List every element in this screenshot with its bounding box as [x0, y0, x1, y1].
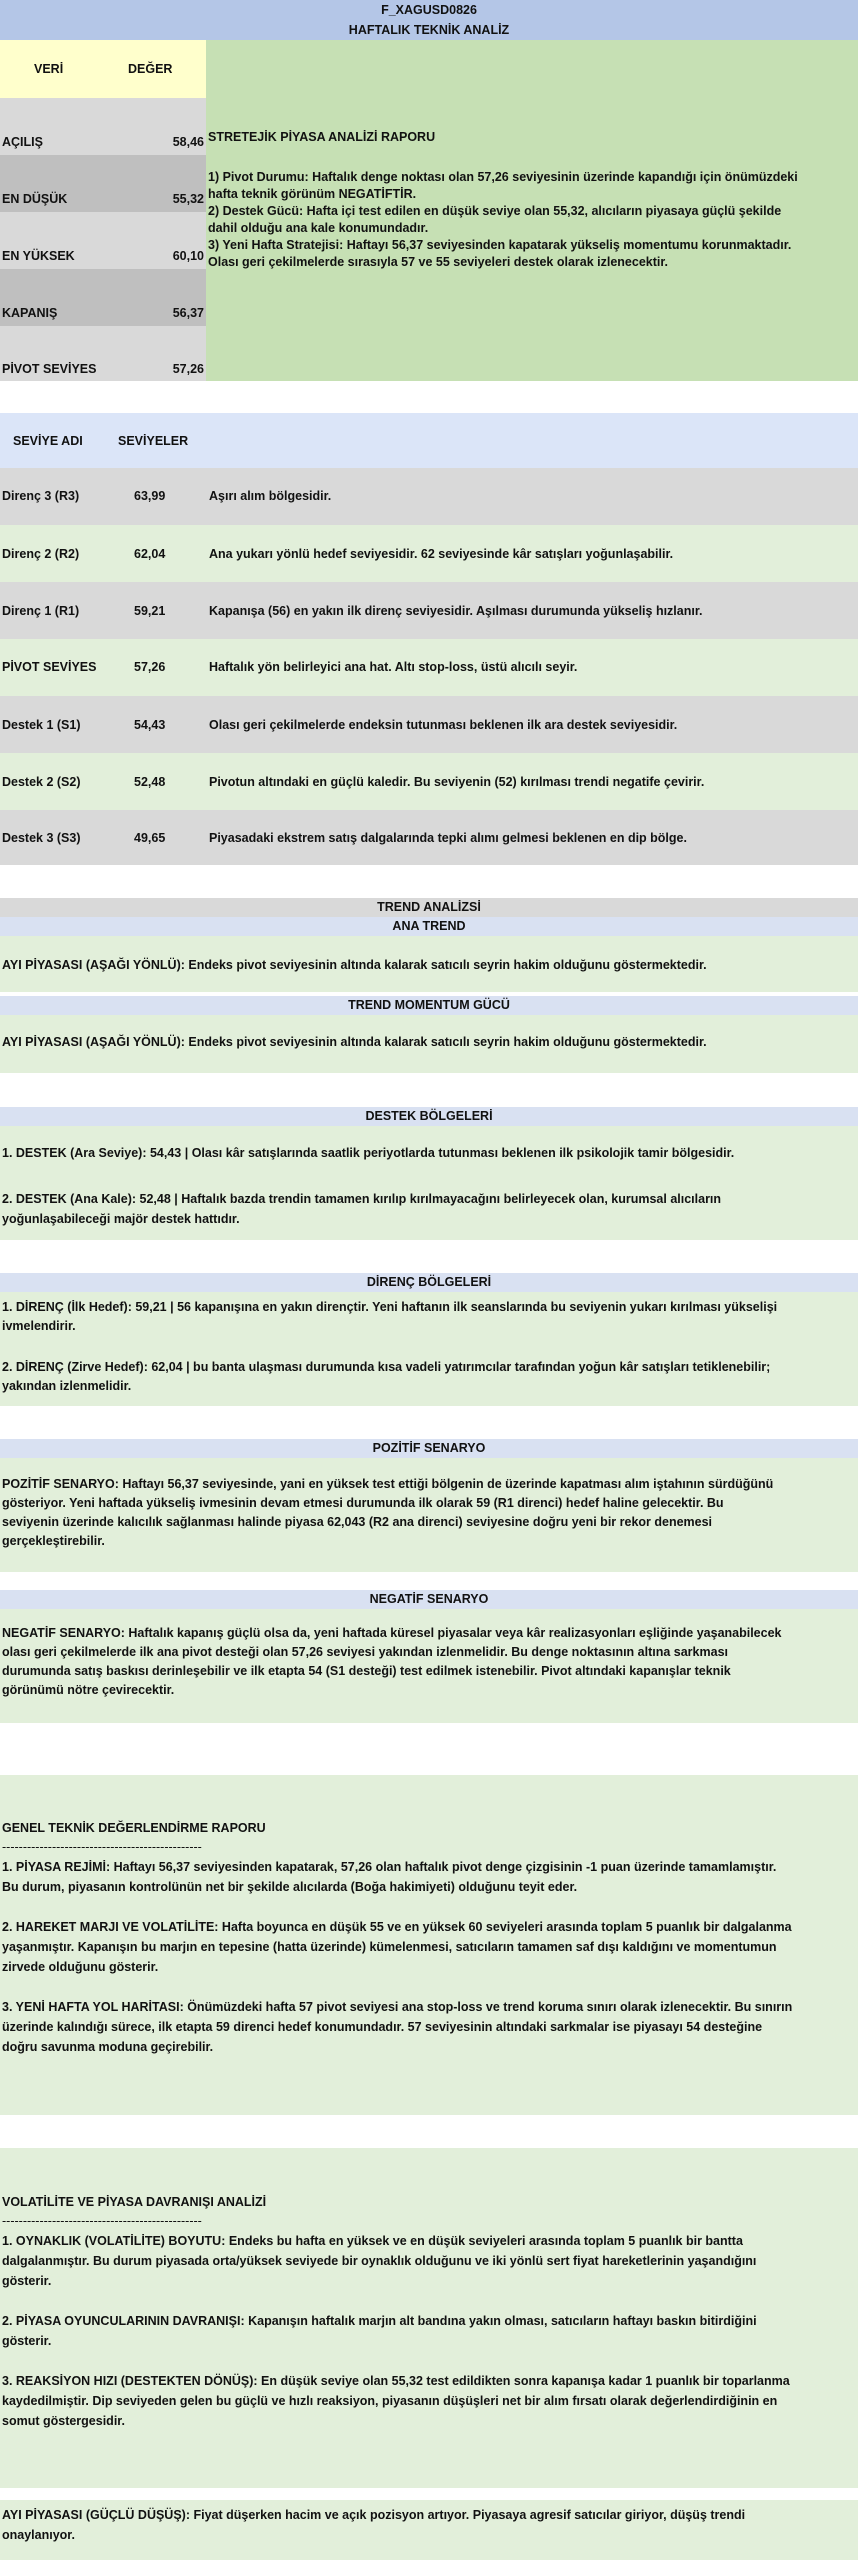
negative-title: NEGATİF SENARYO: [369, 1592, 489, 1606]
level-note: Piyasadaki ekstrem satış dalgalarında tepki alımı gelmesi beklenen en dip bölge.: [209, 831, 687, 845]
level-row-r1: [0, 582, 858, 639]
main-trend-text: AYI PİYASASI (AŞAĞI YÖNLÜ): Endeks pivot seviyesinin altında kalarak satıcılı seyrin hakim olduğunu göstermektedir.: [2, 958, 707, 972]
data-value: 56,37: [172, 306, 204, 320]
level-name: PİVOT SEVİYES: [2, 660, 97, 674]
resistance-item-1-l1: 1. DİRENÇ (İlk Hedef): 59,21 | 56 kapanışına en yakın dirençtir. Yeni haftanın ilk seanslarında bu seviyenin yukarı kırılması yükselişi: [2, 1300, 778, 1314]
volatility-title: VOLATİLİTE VE PİYASA DAVRANIŞI ANALİZİ: [2, 2195, 267, 2209]
data-row-open: [0, 98, 206, 155]
trend-title-bar: [0, 898, 858, 917]
level-name: Destek 2 (S2): [2, 775, 81, 789]
level-note: Olası geri çekilmelerde endeksin tutunması beklenen ilk ara destek seviyesidir.: [209, 718, 678, 732]
support-title: DESTEK BÖLGELERİ: [365, 1109, 493, 1123]
data-label: KAPANIŞ: [2, 306, 58, 320]
level-value: 54,43: [134, 718, 166, 732]
general-report: [0, 1775, 858, 2115]
positive-line: seviyenin üzerinde kalıcılık sağlanması halinde piyasa 62,043 (R2 ana direnci) seviyesine doğru yeni bir rekor denemesi: [2, 1515, 713, 1529]
report-header: [0, 20, 858, 40]
strategy-panel: [206, 40, 858, 381]
level-value: 52,48: [134, 775, 166, 789]
volatility-p3-l1: 3. REAKSİYON HIZI (DESTEKTEN DÖNÜŞ): En düşük seviye olan 55,32 test edildikten sonra kapanışa kadar 1 puanlık bir toparlanma: [2, 2374, 790, 2388]
level-name: Destek 1 (S1): [2, 718, 81, 732]
level-value: 63,99: [134, 489, 166, 503]
data-row-low: [0, 155, 206, 212]
level-row-pivot: [0, 639, 858, 696]
data-value: 60,10: [172, 249, 204, 263]
data-table-header: [0, 40, 206, 98]
general-p2-l2: yaşanmıştır. Kapanışın bu marjın en tepesine (hatta üzerinde) kümelenmesi, satıcıların tamamen saf dışı kaldığını ve momentumun: [2, 1940, 777, 1954]
data-value: 58,46: [172, 135, 204, 149]
resistance-item-2-l2: yakından izlenmelidir.: [2, 1379, 132, 1393]
negative-bar: [0, 1590, 858, 1609]
momentum-bar: [0, 996, 858, 1015]
level-name: Direnç 3 (R3): [2, 489, 80, 503]
strategy-line: 2) Destek Gücü: Hafta içi test edilen en düşük seviye olan 55,32, alıcıların piyasaya güçlü şekilde: [208, 204, 782, 218]
strategy-title: STRETEJİK PİYASA ANALİZİ RAPORU: [208, 130, 436, 144]
positive-line: gösteriyor. Yeni haftada yükseliş ivmesinin devam etmesi durumunda ilk olarak 59 (R1 direnci) hedef haline gelecektir. Bu: [2, 1496, 724, 1510]
data-label: EN YÜKSEK: [2, 249, 75, 263]
negative-line: olası geri çekilmelerde ilk ana pivot desteği olan 57,26 seviyesi yakından izlenmelidir. Bu denge noktasının altına sarkması: [2, 1645, 728, 1659]
positive-line: gerçekleştirebilir.: [2, 1534, 105, 1548]
level-value: 59,21: [134, 604, 166, 618]
general-p3-l1: 3. YENİ HAFTA YOL HARİTASI: Önümüzdeki hafta 57 pivot seviyesi ana stop-loss ve trend koruma sınırı olarak izlenecektir. Bu sınırın: [2, 2000, 793, 2014]
data-label: EN DÜŞÜK: [2, 192, 68, 206]
level-value: 49,65: [134, 831, 166, 845]
negative-line: görünümü nötre çevirecektir.: [2, 1683, 175, 1697]
footer-l2: onaylanıyor.: [2, 2528, 75, 2542]
col-seviye-adi: SEVİYE ADI: [13, 434, 83, 448]
report-title: HAFTALIK TEKNİK ANALİZ: [348, 23, 510, 37]
momentum-text: AYI PİYASASI (AŞAĞI YÖNLÜ): Endeks pivot seviyesinin altında kalarak satıcılı seyrin hakim olduğunu göstermektedir.: [2, 1035, 707, 1049]
level-note: Haftalık yön belirleyici ana hat. Altı stop-loss, üstü alıcılı seyir.: [209, 660, 578, 674]
momentum-body: [0, 1015, 858, 1073]
general-title: GENEL TEKNİK DEĞERLENDİRME RAPORU: [2, 1821, 266, 1835]
support-item-1: 1. DESTEK (Ara Seviye): 54,43 | Olası kâr satışlarında saatlik periyotlarda tutunması beklenen ilk psikolojik tamir bölgesidir.: [2, 1146, 735, 1160]
data-label: PİVOT SEVİYES: [2, 362, 97, 376]
volatility-p3-l3: somut göstergesidir.: [2, 2414, 125, 2428]
negative-line: durumunda satış baskısı derinleşebilir ve ilk etapta 54 (S1 desteği) test edilmek istenebilir. Pivot altındaki kapanışlar teknik: [2, 1664, 731, 1678]
footer-l1: AYI PİYASASI (GÜÇLÜ DÜŞÜŞ): Fiyat düşerken hacim ve açık pozisyon artıyor. Piyasaya agresif satıcılar giriyor, düşüş trendi: [2, 2508, 746, 2522]
positive-body: [0, 1458, 858, 1572]
level-row-r3: [0, 468, 858, 525]
main-trend-title: ANA TREND: [392, 919, 466, 933]
strategy-text: [206, 169, 858, 271]
symbol-title: F_XAGUSD0826: [381, 3, 477, 17]
strategy-line: dahil olduğu ana kale konumundadır.: [208, 221, 429, 235]
data-value: 57,26: [172, 362, 204, 376]
support-body: [0, 1126, 858, 1240]
footer-verdict: [0, 2500, 858, 2560]
momentum-title: TREND MOMENTUM GÜCÜ: [348, 998, 510, 1012]
support-bar: [0, 1107, 858, 1126]
level-note: Ana yukarı yönlü hedef seviyesidir. 62 seviyesinde kâr satışları yoğunlaşabilir.: [209, 547, 674, 561]
data-row-close: [0, 269, 206, 326]
general-p2-l3: zirvede olduğunu gösterir.: [2, 1960, 159, 1974]
col-seviyeler: SEVİYELER: [118, 434, 189, 448]
volatility-p3-l2: kaydedilmiştir. Dip seviyeden gelen bu güçlü ve hızlı reaksiyon, piyasanın düşüşleri net bir alım fırsatı olarak değerlendirdiğinin en: [2, 2394, 778, 2408]
col-veri: VERİ: [34, 62, 64, 76]
strategy-line: hafta teknik görünüm NEGATİFTİR.: [208, 187, 417, 201]
level-name: Destek 3 (S3): [2, 831, 81, 845]
general-p1-l1: 1. PİYASA REJİMİ: Haftayı 56,37 seviyesinden kapatarak, 57,26 olan haftalık pivot denge çizgisinin -1 puan üzerinde tamamlamıştır.: [2, 1860, 777, 1874]
resistance-bar: [0, 1273, 858, 1292]
level-name: Direnç 2 (R2): [2, 547, 80, 561]
general-p3-l2: üzerinde kalındığı sürece, ilk etapta 59 direnci hedef konumundadır. 57 seviyesinin altındaki sarkmalar ise piyasayı 54 desteğine: [2, 2020, 763, 2034]
levels-header: [0, 413, 858, 468]
level-note: Kapanışa (56) en yakın ilk direnç seviyesidir. Aşılması durumunda yükseliş hızlanır.: [209, 604, 703, 618]
symbol-header: [0, 0, 858, 20]
level-row-s1: [0, 696, 858, 753]
resistance-title: DİRENÇ BÖLGELERİ: [366, 1275, 492, 1289]
level-note: Pivotun altındaki en güçlü kaledir. Bu seviyenin (52) kırılması trendi negatife çevirir.: [209, 775, 705, 789]
strategy-line: Olası geri çekilmelerde sırasıyla 57 ve 55 seviyeleri destek olarak izlenecektir.: [208, 255, 669, 269]
strategy-line: 1) Pivot Durumu: Haftalık denge noktası olan 57,26 seviyesinin üzerinde kapandığı için önümüzdeki: [208, 170, 798, 184]
support-item-2-l2: yoğunlaşabileceği majör destek hattıdır.: [2, 1212, 240, 1226]
level-row-s2: [0, 753, 858, 810]
general-p2-l1: 2. HAREKET MARJI VE VOLATİLİTE: Hafta boyunca en düşük 55 ve en yüksek 60 seviyeleri arasında toplam 5 puanlık bir dalgalanma: [2, 1920, 792, 1934]
positive-title: POZİTİF SENARYO: [372, 1441, 486, 1455]
resistance-item-2-l1: 2. DİRENÇ (Zirve Hedef): 62,04 | bu banta ulaşması durumunda kısa vadeli yatırımcılar tarafından yoğun kâr satışları tetiklenebilir;: [2, 1360, 771, 1374]
positive-line: POZİTİF SENARYO: Haftayı 56,37 seviyesinde, yani en yüksek test ettiği bölgenin de üzerinde kapatması alım iştahının sürdüğünü: [2, 1477, 774, 1491]
level-value: 62,04: [134, 547, 166, 561]
volatility-p1-l3: gösterir.: [2, 2274, 52, 2288]
col-deger: DEĞER: [128, 62, 173, 76]
level-row-s3: [0, 810, 858, 865]
data-row-pivot: [0, 326, 206, 381]
strategy-line: 3) Yeni Hafta Stratejisi: Haftayı 56,37 seviyesinden kapatarak yükseliş momentumu korunmaktadır.: [208, 238, 792, 252]
general-p1-l2: Bu durum, piyasanın kontrolünün net bir şekilde alıcılarda (Boğa hakimiyeti) olduğunu teyit eder.: [2, 1880, 578, 1894]
trend-title: TREND ANALİZSİ: [377, 900, 481, 914]
data-value: 55,32: [172, 192, 204, 206]
volatility-divider: ------------------------------------------------: [2, 2214, 202, 2228]
level-row-r2: [0, 525, 858, 582]
main-trend-bar: [0, 917, 858, 936]
negative-body: [0, 1609, 858, 1723]
volatility-p2-l1: 2. PİYASA OYUNCULARININ DAVRANIŞI: Kapanışın haftalık marjın alt bandına yakın olması, satıcıların haftayı baskın bitirdiğini: [2, 2314, 757, 2328]
resistance-item-1-l2: ivmelendirir.: [2, 1319, 76, 1333]
support-item-2-l1: 2. DESTEK (Ana Kale): 52,48 | Haftalık bazda trendin tamamen kırılıp kırılmayacağını belirleyecek olan, kurumsal alıcıların: [2, 1192, 722, 1206]
main-trend-body: [0, 936, 858, 992]
data-label: AÇILIŞ: [2, 135, 43, 149]
general-p3-l3: doğru savunma moduna geçirebilir.: [2, 2040, 214, 2054]
positive-bar: [0, 1439, 858, 1458]
volatility-p2-l2: gösterir.: [2, 2334, 52, 2348]
volatility-p1-l2: dalgalanmıştır. Bu durum piyasada orta/yüksek seviyede bir oynaklık olduğunu ve iki yönlü sert fiyat hareketlerinin yaşandığını: [2, 2254, 757, 2268]
negative-line: NEGATİF SENARYO: Haftalık kapanış güçlü olsa da, yeni haftada küresel piyasalar veya kâr realizasyonları eşliğinde yaşanabilecek: [2, 1626, 782, 1640]
level-name: Direnç 1 (R1): [2, 604, 80, 618]
volatility-p1-l1: 1. OYNAKLIK (VOLATİLİTE) BOYUTU: Endeks bu hafta en yüksek ve en düşük seviyeleri arasında toplam 5 puanlık bir bantta: [2, 2234, 743, 2248]
level-value: 57,26: [134, 660, 166, 674]
general-divider: ------------------------------------------------: [2, 1840, 202, 1854]
volatility-report: [0, 2148, 858, 2488]
data-row-high: [0, 212, 206, 269]
resistance-body: [0, 1292, 858, 1406]
level-note: Aşırı alım bölgesidir.: [209, 489, 332, 503]
